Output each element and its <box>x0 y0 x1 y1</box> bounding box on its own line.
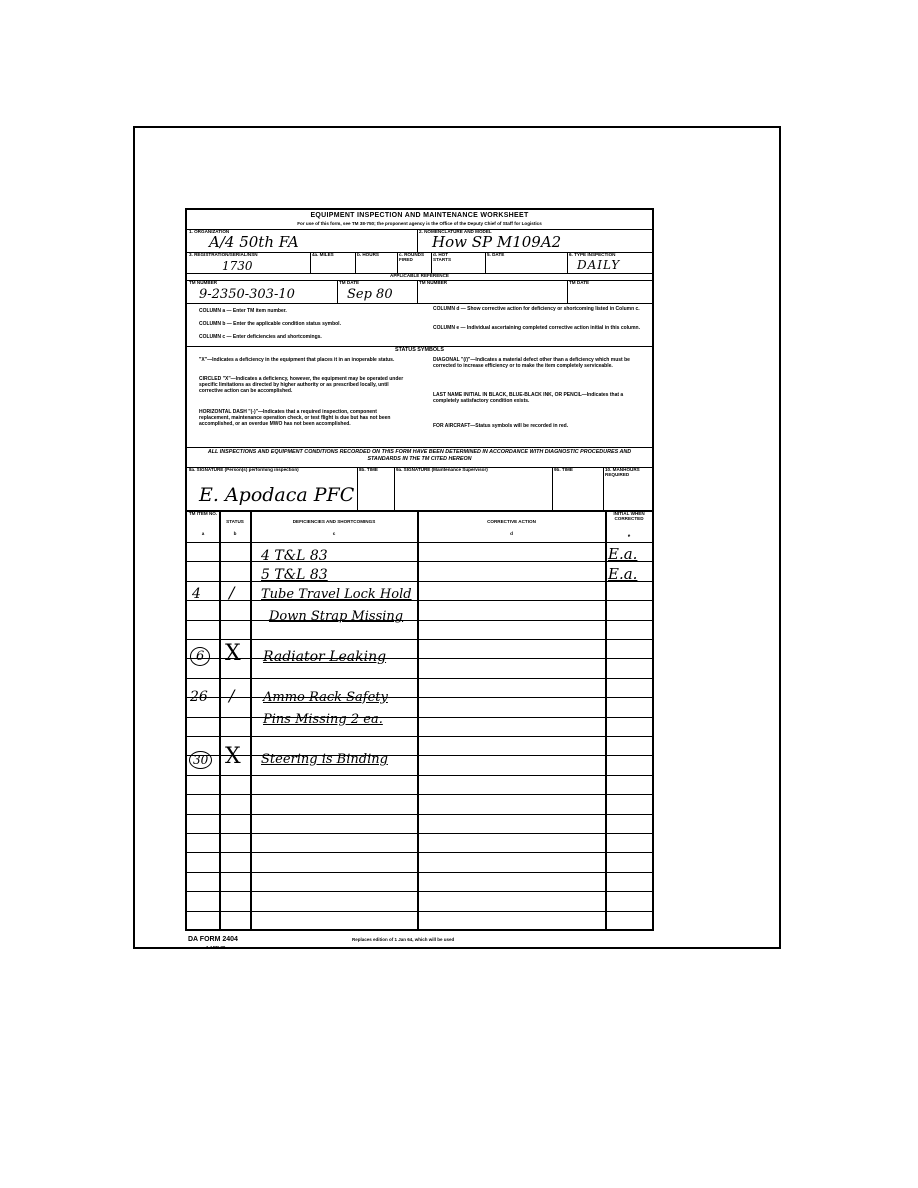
header-deficiencies-sub: c <box>332 531 336 536</box>
table-row-line <box>187 852 652 853</box>
nomenclature-label: 2. NOMENCLATURE AND MODEL <box>419 229 492 234</box>
status-row-3: / <box>229 583 235 602</box>
header-item-number: TM ITEM NO. <box>188 511 218 516</box>
header-corrective-sub: d <box>510 531 513 536</box>
table-row-line <box>187 891 652 892</box>
date-label: 5. DATE <box>487 252 505 257</box>
table-row-line <box>187 717 652 718</box>
status-dash-definition: HORIZONTAL DASH "(-)"—Indicates that a required inspection, component replacement, maintenance operation check, or test flight is due but has not been accomplished, or an overdue MWO has not been accomplished. <box>199 409 391 427</box>
status-x-definition: "X"—Indicates a deficiency in the equipment that places it in an inoperable status. <box>199 357 395 363</box>
column-d-instruction: COLUMN d — Show corrective action for deficiency or shortcoming listed in Column c. <box>433 306 640 312</box>
hot-starts-label: d. HOT STARTS <box>433 252 452 262</box>
column-b-instruction: COLUMN b — Enter the applicable condition status symbol. <box>199 321 341 327</box>
column-e-instruction: COLUMN e — Individual ascertaining completed corrective action initial in this column. <box>433 325 640 331</box>
table-row-line <box>187 639 652 640</box>
signature-person-label: 8a. SIGNATURE (Person(s) performing inspection) <box>189 467 299 472</box>
item-row-3: 4 <box>192 586 201 602</box>
form-date: 1 APR 79 <box>206 945 226 950</box>
deficiency-row-2: 5 T&L 83 <box>261 567 328 583</box>
status-row-8: X <box>225 744 241 769</box>
deficiency-row-1: 4 T&L 83 <box>261 548 328 564</box>
tm-date-value: Sep 80 <box>347 287 393 302</box>
deficiency-row-6: Ammo Rack Safety <box>263 690 388 705</box>
nomenclature-value: How SP M109A2 <box>432 233 562 251</box>
deficiency-row-4: Down Strap Missing <box>269 609 404 624</box>
replaces-notice: Replaces edition of 1 Jan 64, which will be used <box>352 937 455 942</box>
table-row-line <box>187 678 652 679</box>
table-row-line <box>187 814 652 815</box>
table-row-line <box>187 911 652 912</box>
tm-date-label-2: TM DATE <box>569 280 590 285</box>
status-row-6: / <box>229 686 235 705</box>
tm-date-label: TM DATE <box>339 280 360 285</box>
rounds-fired-label: c. ROUNDS FIRED <box>399 252 425 262</box>
table-row-line <box>187 697 652 698</box>
inspector-signature: E. Apodaca PFC <box>199 484 355 506</box>
header-corrective-action: CORRECTIVE ACTION <box>487 519 536 524</box>
initial-row-2: E.a. <box>608 565 638 583</box>
table-row-line <box>187 542 652 543</box>
time-label-2: 9b. TIME <box>554 467 573 472</box>
hours-label: b. HOURS <box>357 252 379 257</box>
table-row-line <box>187 755 652 756</box>
applicable-reference-label: APPLICABLE REFERENCE <box>390 273 449 278</box>
status-row-5: X <box>225 641 241 666</box>
table-row-line <box>187 794 652 795</box>
form-identifier: DA FORM 2404 <box>188 936 238 943</box>
tm-number-value: 9-2350-303-10 <box>199 287 295 302</box>
deficiency-row-5: Radiator Leaking <box>263 649 387 665</box>
table-row-line <box>187 930 652 931</box>
deficiency-row-7: Pins Missing 2 ea. <box>263 712 383 727</box>
table-row-line <box>187 775 652 776</box>
organization-label: 1. ORGANIZATION <box>189 229 230 234</box>
status-circled-x-definition: CIRCLED "X"—Indicates a deficiency, however, the equipment may be operated under specific limitations as directed by higher authority or as prescribed locally, until corrective action can be accomplished. <box>199 376 404 394</box>
status-initial-definition: LAST NAME INITIAL IN BLACK, BLUE-BLACK INK, OR PENCIL—Indicates that a completely satisfactory condition exists. <box>433 392 624 404</box>
status-aircraft-definition: FOR AIRCRAFT—Status symbols will be recorded in red. <box>433 423 569 429</box>
table-row-line <box>187 620 652 621</box>
table-row-line <box>187 736 652 737</box>
table-row-line <box>187 872 652 873</box>
header-item-sub: a <box>201 531 205 536</box>
header-status: STATUS <box>226 519 244 524</box>
organization-value: A/4 50th FA <box>209 233 299 251</box>
deficiency-row-8: Steering is Binding <box>261 752 388 767</box>
certification-statement: ALL INSPECTIONS AND EQUIPMENT CONDITIONS RECORDED ON THIS FORM HAVE BEEN DETERMINED IN ACCORDANCE WITH DIAGNOSTIC PROCEDURES AND STANDARDS IN THE TM CITED HEREON <box>207 449 632 463</box>
tm-number-label: TM NUMBER <box>189 280 218 285</box>
type-inspection-value: DAILY <box>577 258 621 272</box>
form-title: EQUIPMENT INSPECTION AND MAINTENANCE WORKSHEET <box>310 212 529 219</box>
registration-label: 3. REGISTRATION/SERIAL/NSN <box>189 252 258 257</box>
header-status-sub: b <box>233 531 237 536</box>
column-c-instruction: COLUMN c — Enter deficiencies and shortcomings. <box>199 334 322 340</box>
worksheet-form <box>185 208 654 931</box>
table-row-line <box>187 600 652 601</box>
miles-label: 4a. MILES <box>312 252 334 257</box>
signature-supervisor-label: 9a. SIGNATURE (Maintenance Supervisor) <box>396 467 488 472</box>
item-row-5: 6 <box>190 647 210 666</box>
status-diagonal-definition: DIAGONAL "(/)"—Indicates a material defect other than a deficiency which must be corrected to increase efficiency or to make the item completely serviceable. <box>433 357 630 369</box>
table-row-line <box>187 581 652 582</box>
column-a-instruction: COLUMN a — Enter TM item number. <box>199 308 287 314</box>
tm-number-label-2: TM NUMBER <box>419 280 448 285</box>
status-symbols-title: STATUS SYMBOLS <box>395 347 444 353</box>
initial-row-1: E.a. <box>608 545 638 563</box>
table-row-line <box>187 658 652 659</box>
manhours-label: 10. MANHOURS REQUIRED <box>605 467 640 477</box>
form-subtitle: For use of this form, see TM 38-750; the proponent agency is the Office of the Deputy Chief of Staff for Logistics <box>297 221 542 226</box>
header-deficiencies: DEFICIENCIES AND SHORTCOMINGS <box>292 519 376 524</box>
header-initial-sub: e <box>627 533 631 538</box>
table-row-line <box>187 561 652 562</box>
item-row-8: 30 <box>189 751 212 769</box>
registration-value: 1730 <box>222 259 253 273</box>
type-inspection-label: 6. TYPE INSPECTION <box>569 252 616 257</box>
deficiency-row-3: Tube Travel Lock Hold <box>261 587 412 602</box>
time-label: 8b. TIME <box>359 467 378 472</box>
item-row-6: 26 <box>190 689 208 705</box>
header-initial: INITIAL WHEN CORRECTED <box>613 511 645 521</box>
table-row-line <box>187 833 652 834</box>
